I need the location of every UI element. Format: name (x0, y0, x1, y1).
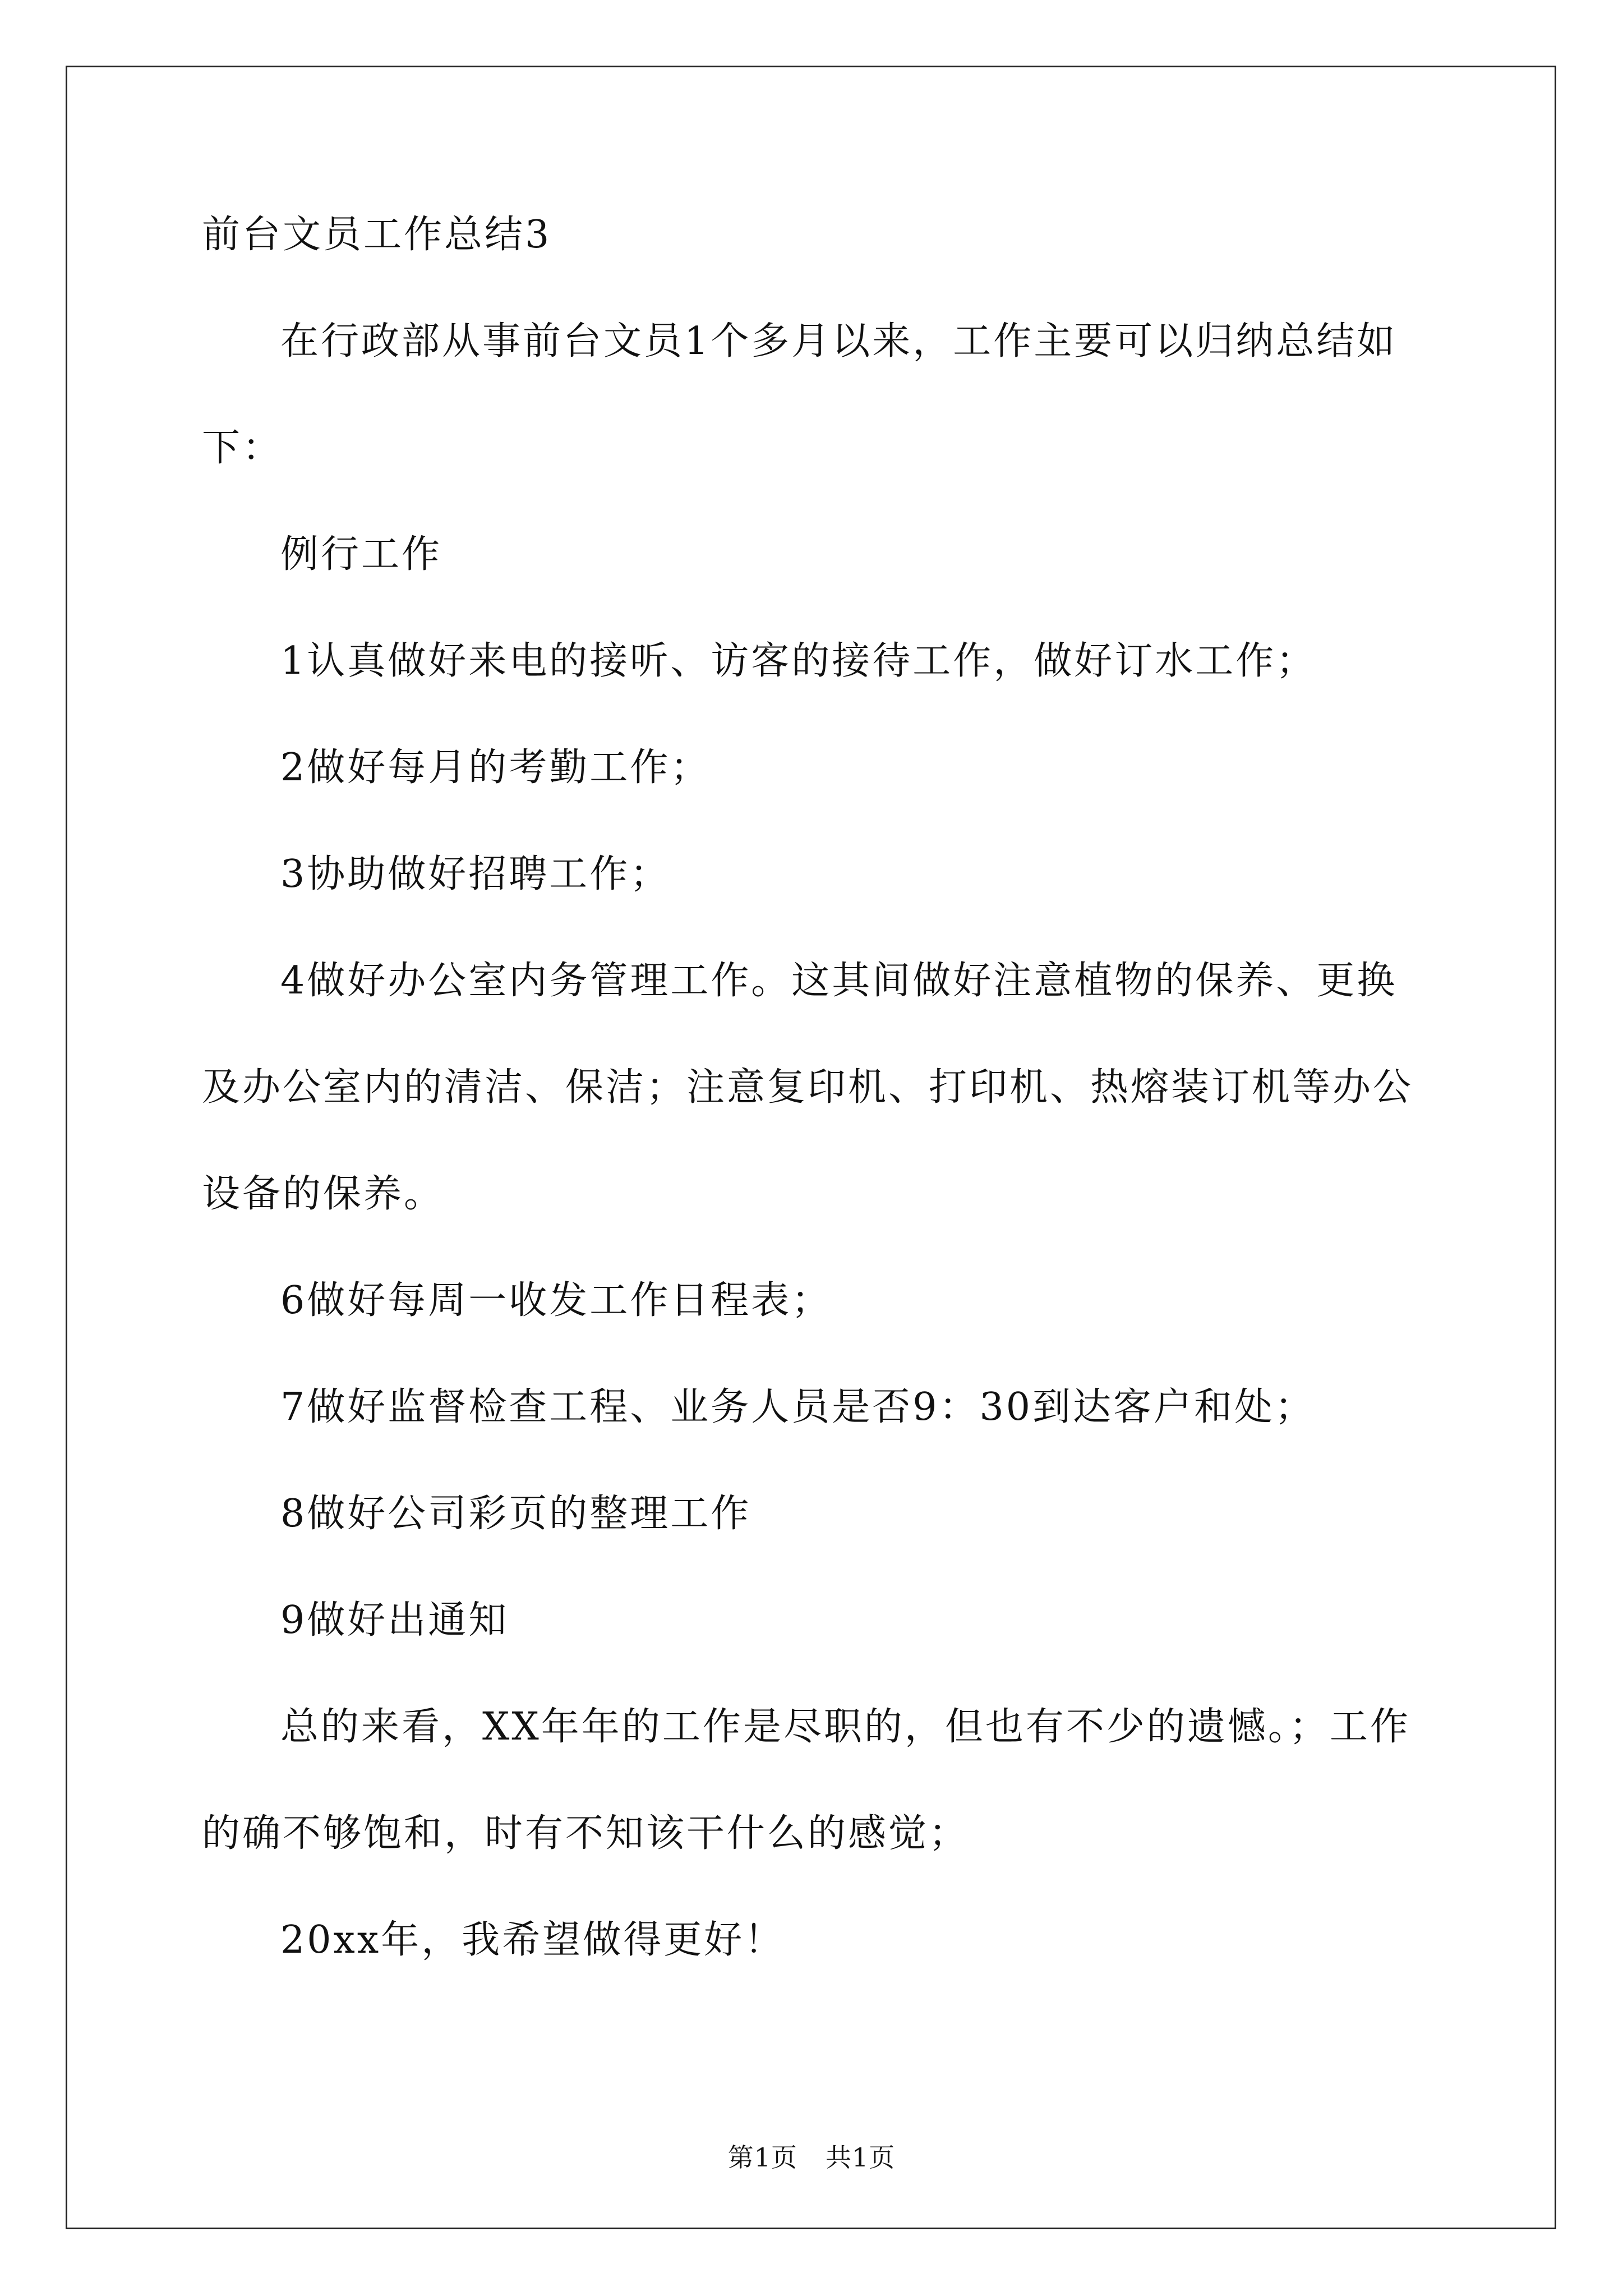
list-item: 8做好公司彩页的整理工作 (280, 1492, 751, 1536)
paragraph-line: 总的来看，XX年年的工作是尽职的，但也有不少的遗憾。；工作 (280, 1705, 1410, 1749)
list-item: 4做好办公室内务管理工作。这其间做好注意植物的保养、更换 (280, 959, 1398, 1003)
list-item: 9做好出通知 (280, 1598, 509, 1642)
list-item: 2做好每月的考勤工作； (280, 746, 711, 790)
list-item-continuation: 及办公室内的清洁、保洁；注意复印机、打印机、热熔装订机等办公 (202, 1065, 1414, 1110)
page-frame (66, 66, 1556, 2229)
list-item: 3协助做好招聘工作； (280, 852, 671, 896)
list-item: 7做好监督检查工程、业务人员是否9：30到达客户和处； (280, 1385, 1316, 1429)
list-item-continuation: 设备的保养。 (202, 1172, 445, 1216)
list-item: 6做好每周一收发工作日程表； (280, 1278, 832, 1323)
paragraph-line: 的确不够饱和，时有不知该干什么的感觉； (202, 1811, 970, 1856)
paragraph-line: 下： (202, 426, 283, 470)
list-item: 1认真做好来电的接听、访客的接待工作，做好订水工作； (280, 639, 1317, 683)
page-total: 共1页 (826, 2142, 896, 2173)
closing-line: 20xx年，我希望做得更好！ (280, 1918, 785, 1962)
paragraph-line: 在行政部从事前台文员1个多月以来，工作主要可以归纳总结如 (280, 319, 1398, 364)
document-title: 前台文员工作总结3 (202, 213, 552, 257)
page-number: 第1页 (727, 2142, 797, 2173)
page-footer (0, 2137, 1623, 2174)
section-heading: 例行工作 (280, 532, 442, 577)
